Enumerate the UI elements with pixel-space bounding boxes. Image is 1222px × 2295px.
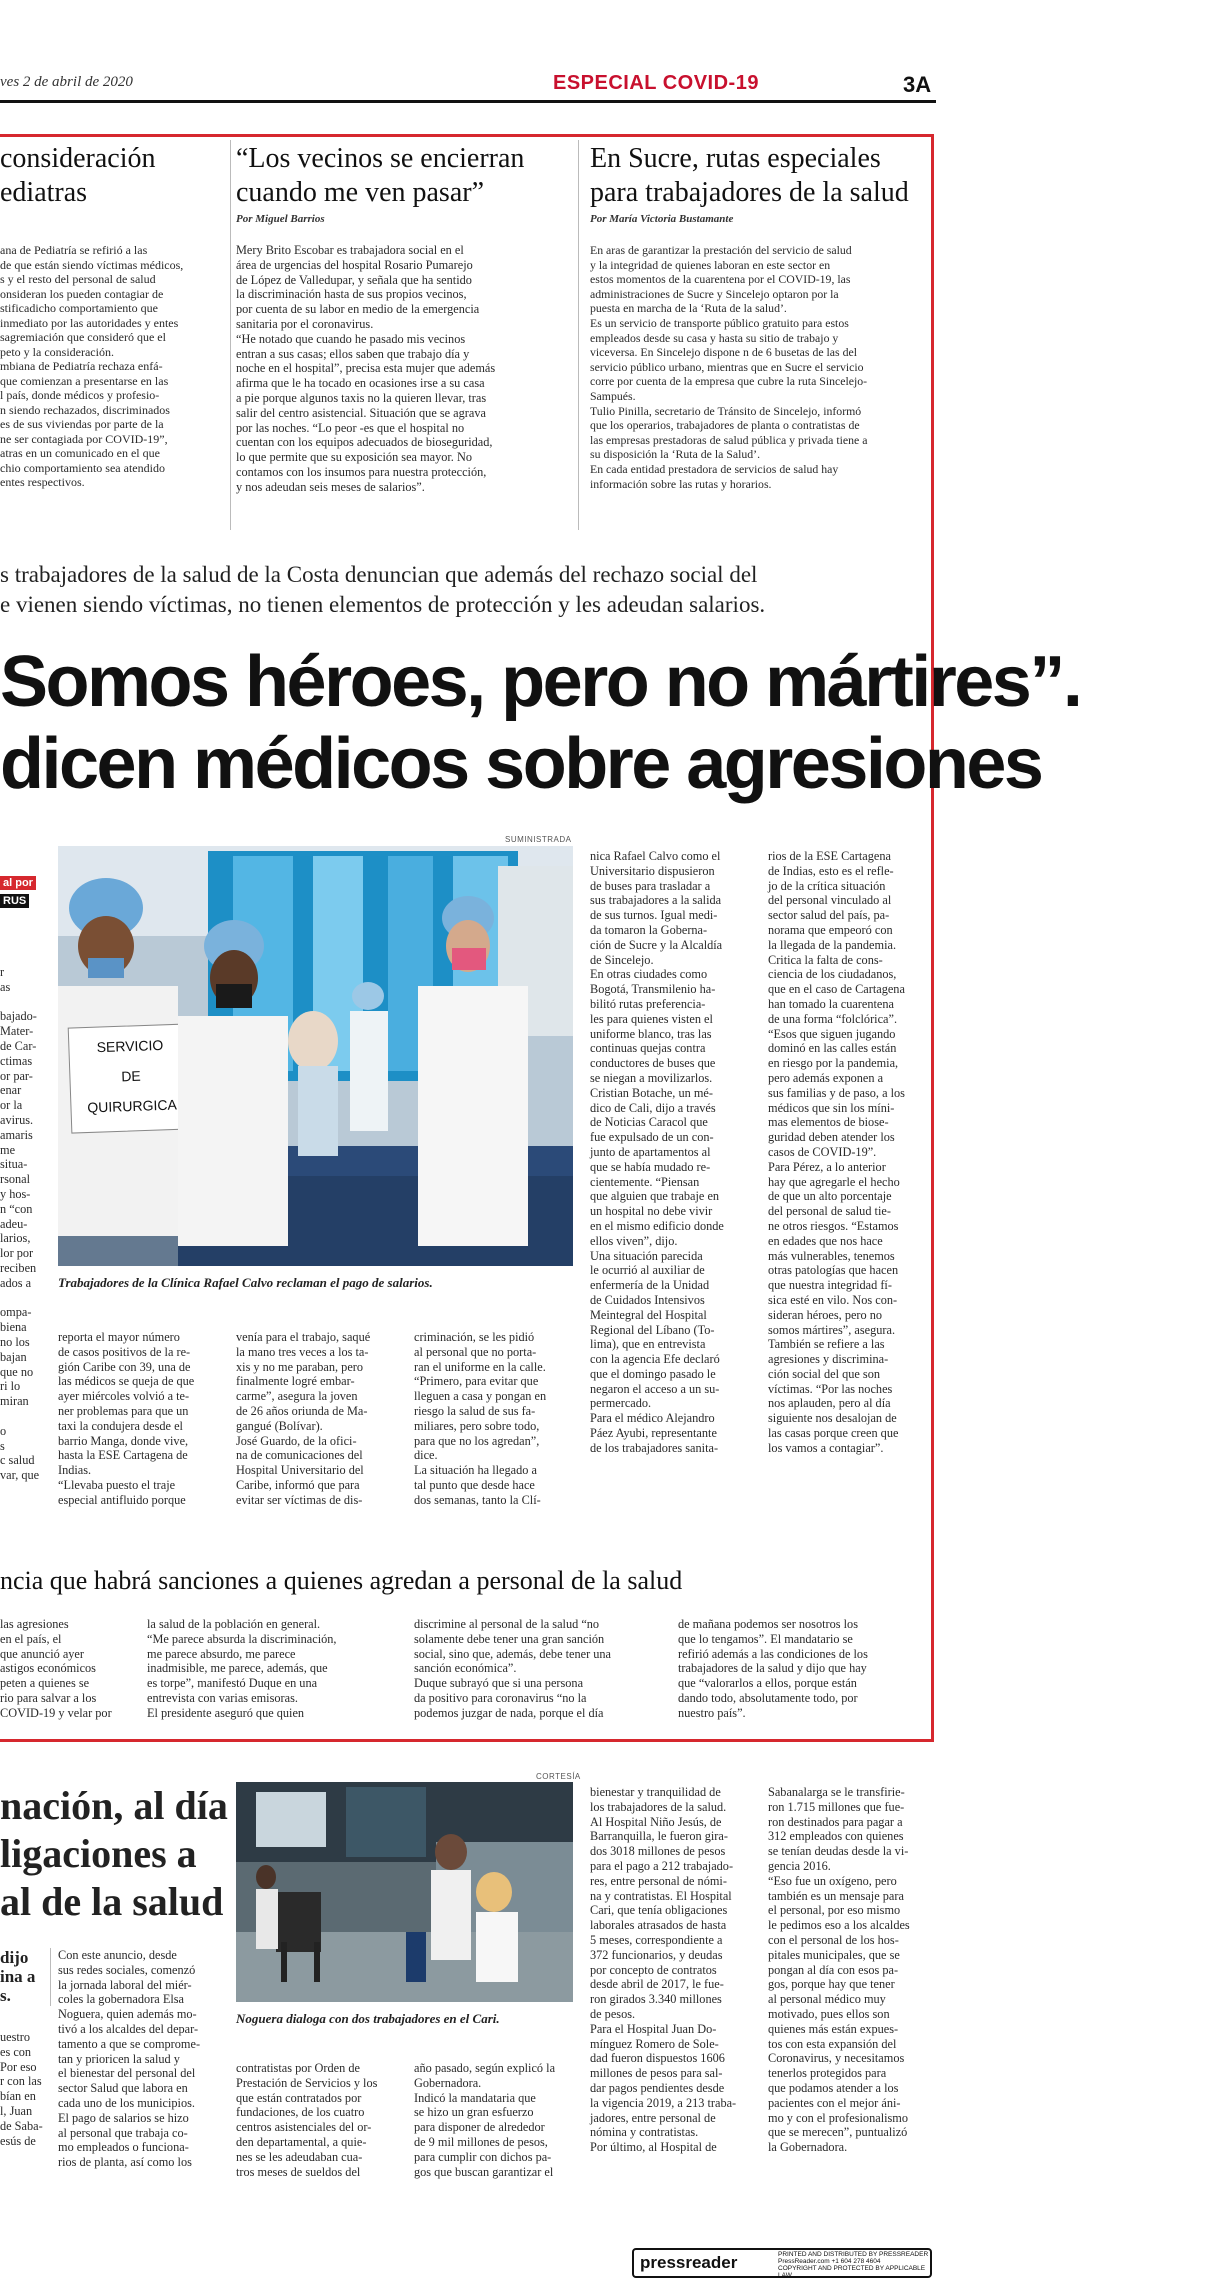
bottom-col-d: bienestar y tranquilidad de los trabajadores de la salud. Al Hospital Niño Jesús, de Barranquilla, le fueron gira- dos 3018 millones de pesos para el pago a 212 trabajado- res, entre personal de nómi- na y contratistas. El Hospital Cari, que tenía obligaciones laborales atrasados de hasta 5 meses, correspondiente a 372 funcionarios, y deudas por concepto de contratos desde abril de 2017, le fue- ron girados 3.340 millones de pesos. Para el Hospital Juan Do- mínguez Romero de Sole- dad fueron dispuestos 1606 millones de pesos para sal- dar pagos pendientes desde la vigencia 2019, a 213 traba- jadores, entre personal de nómina y contratistas. Por último, al Hospital de: [590, 1785, 737, 2155]
section-title: ESPECIAL COVID-19: [553, 72, 759, 94]
story-vecinos-body: Mery Brito Escobar es trabajadora social en el área de urgencias del hospital Rosario Pumarejo de López de Valledupar, y señala que ha sentido la discriminación hasta de sus propios vecinos, por cuenta de su labor en medio de la emergencia sanitaria por el coronavirus. “He notado que cuando he pasado mis vecinos entran a sus casas; ellos saben que trabajo día y noche en el hospital”, precisa esta mujer que además afirma que le ha tocado en ocasiones irse a su casa a pie porque algunos taxis no la quieren llevar, tras salir del centro asistencial. Situación que se agrava por las noches. “Lo peor -es que el hospital no cuentan con los equipos adecuados de bioseguridad, lo que permite que su exposición sea mayor. No contamos con los insumos para nuestra protección, y nos adeudan seis meses de salarios”.: [236, 243, 496, 494]
main-left-strip: r as bajado- Mater- de Car- ctimas or par- enar or la avirus. amaris me situa- rsonal y hos- n “con adeu- larios, lor por reciben ados a ompa- biena no los bajan que no ri lo miran o s c salud var, que: [0, 965, 40, 1483]
pressreader-fineprint: PRINTED AND DISTRIBUTED BY PRESSREADER PressReader.com +1 604 278 4604 COPYRIGHT AND PROTECTED BY APPLICABLE LAW: [778, 2251, 929, 2279]
bottom-summary: dijo ina a s.: [0, 1948, 36, 2005]
main-col-d: nica Rafael Calvo como el Universitario dispusieron de buses para trasladar a sus trabajadores a la salida de sus turnos. Igual medi- da tomaron la Goberna- ción de Sucre y la Alcaldía de Sincelejo. En otras ciudades como Bogotá, Transmilenio ha- bilitó rutas preferencia- les para quienes visten el uniforme blanco, tras las continuas quejas contra conductores de buses que se niegan a movilizarlos. Cristian Botache, un mé- dico de Cali, dijo a través de Noticias Caracol que fue expulsado de un con- junto de apartamentos al que se había mudado re- cientemente. “Piensan que alguien que trabaje en un hospital no debe vivir en el mismo edificio donde ellos viven”, dijo. Una situación parecida le ocurrió al auxiliar de enfermería de la Unidad de Cuidados Intensivos Meintegral del Hospital Regional del Líbano (To- lima), que en entrevista con la agencia Efe declaró que el domingo pasado le negaron el acceso a un su- permercado. Para el médico Alejandro Páez Ayubi, representante de los trabajadores sanita-: [590, 849, 724, 1455]
photo-credit: SUMINISTRADA: [505, 835, 572, 844]
story-sucre-body: En aras de garantizar la prestación del servicio de salud y la integridad de quienes laboran en este sector en estos momentos de la cuarentena por el COVID-19, las administraciones de Sucre y Sincelejo optaron por la puesta en marcha de la ‘Ruta de la salud’. Es un servicio de transporte público gratuito para estos empleados desde su casa y hasta su sitio de trabajo y viceversa. En Sincelejo dispone n de 6 busetas de las del servicio público urbano, mientras que en Sucre el servicio corre por cuenta de la empresa que cubre la ruta Sincelejo- Sampués. Tulio Pinilla, secretario de Tránsito de Sincelejo, informó que los operarios, trabajadores de planta o contratistas de las empresas prestadoras de salud pública y privada tiene a su disposición la ‘Ruta de la Salud’. En cada entidad prestadora de servicios de salud hay información sobre las rutas y horarios.: [590, 243, 868, 491]
page-number: 3A: [903, 72, 932, 97]
bottom-col-b: contratistas por Orden de Prestación de Servicios y los que están contratados por fundaciones, de los cuatro centros asistenciales del or- den departamental, a quie- nes se les adeudaban cua- tros meses de sueldos del: [236, 2061, 378, 2179]
issue-date: ves 2 de abril de 2020: [0, 74, 133, 90]
bottom-photo-credit: CORTESÍA: [536, 1772, 581, 1781]
bottom-headline: nación, al día ligaciones a al de la salud: [0, 1783, 228, 1924]
story-vecinos-byline: Por Miguel Barrios: [236, 213, 325, 225]
sanciones-col-2: la salud de la población en general. “Me parece absurda la discriminación, me parece absurdo, me parece inadmisible, me parece, además, que es torpe”, manifestó Duque en una entrevista con varias emisoras. El presidente aseguró que quien: [147, 1617, 337, 1720]
tag-black: RUS: [0, 894, 29, 908]
story-vecinos-title: “Los vecinos se encierran cuando me ven pasar”: [236, 143, 525, 208]
main-col-e: rios de la ESE Cartagena de Indias, esto es el refle- jo de la crítica situación del personal vinculado al sector salud del país, pa- norama que empeoró con la llegada de la pandemia. Critica la falta de cons- ciencia de los ciudadanos, que en el caso de Cartagena han tomado la cuarentena de una forma “folclórica”. “Esos que siguen jugando dominó en las calles están en riesgo por la pandemia, pero además exponen a sus familias y de paso, a los médicos que sin los míni- mas elementos de biose- guridad deben atender los casos de COVID-19”. Para Pérez, a lo anterior hay que agregarle el hecho de que un alto porcentaje del personal de salud tie- ne otros riesgos. “Estamos en edades que nos hace más vulnerables, tenemos otras patologías que hacen que nuestra integridad fí- sica esté en vilo. Nos con- sideran héroes, pero no somos mártires”, asegura. También se refiere a las agresiones y discrimina- ción social del que son víctimas. “Por las noches nos aplauden, pero al día siguiente nos desalojan de las casas porque creen que los vamos a contagiar”.: [768, 849, 905, 1455]
column-divider: [50, 1948, 51, 2006]
column-divider: [578, 140, 579, 530]
sanciones-col-3: discrimine al personal de la salud “no solamente debe tener una gran sanción social, sino que, además, debe tener una sanción económica”. Duque subrayó que si una persona da positivo para coronavirus “no la podemos juzgar de nada, porque el día: [414, 1617, 612, 1720]
pressreader-logo: pressreader: [640, 2253, 738, 2272]
bottom-col-a: Con este anuncio, desde sus redes sociales, comenzó la jornada laboral del miér- coles la gobernadora Elsa Noguera, quien además mo- tivó a los alcaldes del depar- tamento a que se comprome- tan y prioricen la salud y el bienestar del personal del sector Salud que labora en cada uno de los municipios. El pago de salarios se hizo al personal que trabaja co- mo empleados o funciona- rios de planta, así como los: [58, 1948, 201, 2170]
story-left-body: ana de Pediatría se refirió a las de que están siendo víctimas médicos, s y el resto del personal de salud onsideran los pueden contagiar de stificadicho comportamiento que inmediato por las autoridades y entes sagremiación que consideró que el peto y la consideración. mbiana de Pediatría rechaza enfá- que comienzan a presentarse en las l país, donde médicos y profesio- n siendo rechazados, discriminados es de sus viviendas por parte de la ne ser contagiada por COVID-19”, atras en un comunicado en el que chio comportamiento sea atendido entes respectivos.: [0, 243, 184, 489]
story-sucre-byline: Por María Victoria Bustamante: [590, 213, 734, 225]
section-tag: [0, 873, 36, 909]
bottom-photo-caption: Noguera dialoga con dos trabajadores en el Cari.: [236, 2011, 500, 2026]
main-kicker-line-1: s trabajadores de la salud de la Costa denuncian que además del rechazo social del: [0, 562, 758, 587]
sanciones-col-4: de mañana podemos ser nosotros los que lo tengamos”. El mandatario se refirió además a las condiciones de los trabajadores de la salud y dijo que hay que “valorarlos a ellos, porque están dando todo, absolutamente todo, por nuestro país”.: [678, 1617, 868, 1720]
main-headline-line-2: dicen médicos sobre agresiones: [0, 724, 1042, 804]
bottom-col-c: año pasado, según explicó la Gobernadora. Indicó la mandataria que se hizo un gran esfuerzo para disponer de alrededor de 9 mil millones de pesos, para cumplir con dichos pa- gos que buscan garantizar el: [414, 2061, 556, 2179]
sanciones-col-1: las agresiones en el país, el que anunció ayer astigos económicos peten a quienes se rio para salvar a los COVID-19 y velar por: [0, 1617, 112, 1720]
header-rule: [0, 100, 936, 103]
tag-red: al por: [0, 876, 36, 890]
bottom-photo: [236, 1782, 573, 2002]
main-col-a: reporta el mayor número de casos positivos de la re- gión Caribe con 39, una de las médicos se queja de que ayer miércoles volvió a te- ner problemas para que un taxi la condujera desde el barrio Manga, donde vive, hasta la ESE Cartagena de Indias. “Llevaba puesto el traje especial antifluido porque: [58, 1330, 195, 1507]
governor-visit-photo: [236, 1782, 573, 2002]
bottom-col-e: Sabanalarga se le transfirie- ron 1.715 millones que fue- ron destinados para pagar a 312 empleados con quienes se tenían deudas desde la vi- gencia 2016. “Eso fue un oxígeno, pero también es un mensaje para el personal, por eso mismo le pedimos eso a los alcaldes con el personal de los hos- pitales municipales, que se pongan al día con esos pa- gos, porque hay que tener al personal médico muy motivado, pues ellos son quienes más están expues- tos con esta expansión del Coronavirus, y necesitamos tenerlos protegidos para que podamos atender a los pacientes con el mejor áni- mo y con el profesionalismo que se merecen”, puntualizó la Gobernadora.: [768, 1785, 910, 2155]
column-divider: [230, 140, 231, 530]
photo-sign: SERVICIO DE QUIRURGICA: [87, 1036, 178, 1116]
main-photo: [58, 846, 573, 1266]
sanciones-title: ncia que habrá sanciones a quienes agredan a personal de la salud: [0, 1566, 683, 1595]
main-headline-line-1: Somos héroes, pero no mártires”.: [0, 642, 1081, 722]
main-photo-caption: Trabajadores de la Clínica Rafael Calvo reclaman el pago de salarios.: [58, 1275, 433, 1290]
main-col-c: criminación, se les pidió al personal que no porta- ran el uniforme en la calle. “Primero, para evitar que lleguen a casa y pongan en riesgo la salud de sus fa- miliares, pero sobre todo, para que no los agredan”, dice. La situación ha llegado a tal punto que desde hace dos semanas, tanto la Clí-: [414, 1330, 547, 1507]
main-col-b: venía para el trabajo, saqué la mano tres veces a los ta- xis y no me paraban, pero finalmente logré embar- carme”, asegura la joven de 26 años oriunda de Ma- gangué (Bolívar). José Guardo, de la ofici- na de comunicaciones del Hospital Universitario del Caribe, informó que para evitar ser víctimas de dis-: [236, 1330, 371, 1507]
story-sucre-title: En Sucre, rutas especiales para trabajadores de la salud: [590, 143, 909, 208]
bottom-left-strip: uestro es con Por eso r con las bían en l, Juan de Saba- esús de: [0, 2030, 43, 2148]
story-left-title: consideración ediatras: [0, 143, 156, 208]
main-kicker-line-2: e vienen siendo víctimas, no tienen elementos de protección y les adeudan salarios.: [0, 592, 766, 617]
